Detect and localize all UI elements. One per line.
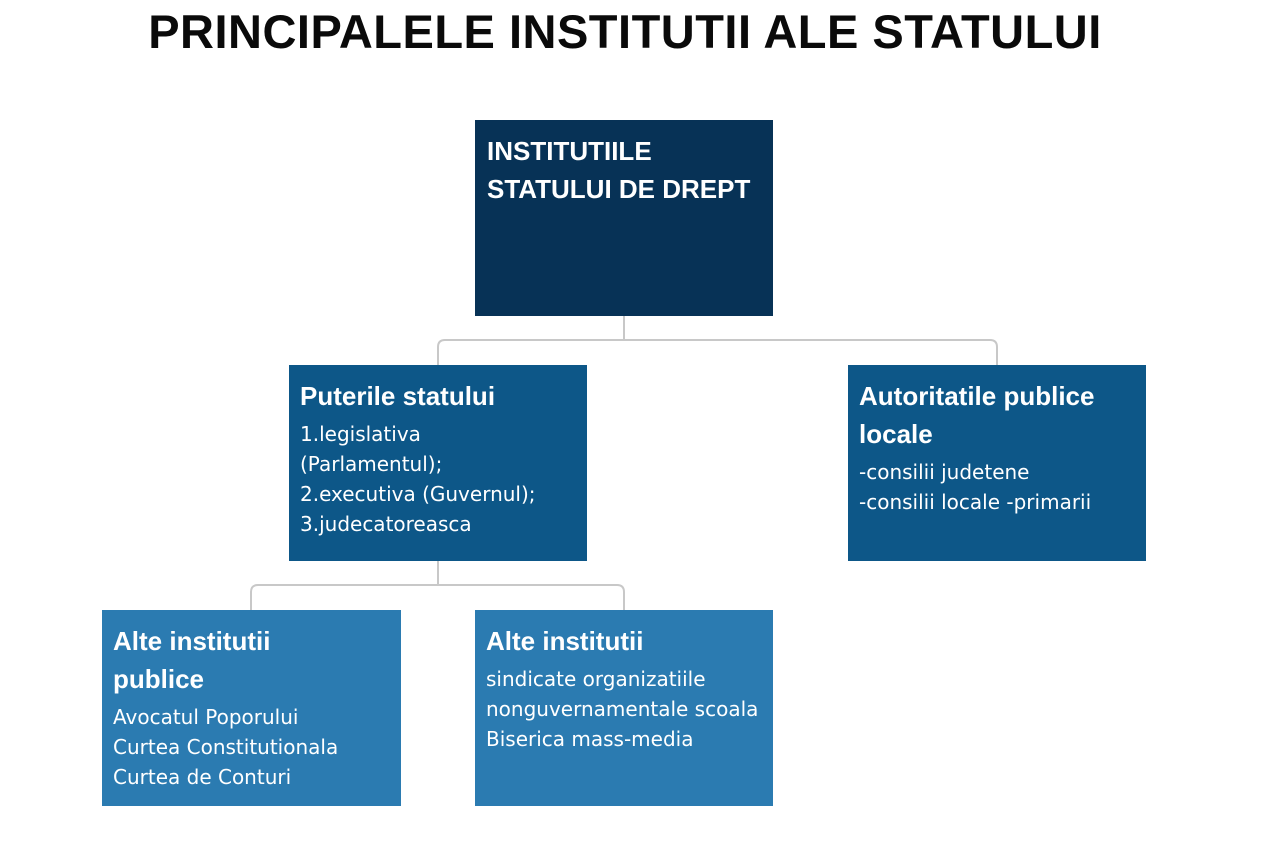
node-alte-publice-line: Curtea de Conturi [113, 765, 292, 789]
node-autoritati-title-line1: Autoritatile publice [859, 381, 1095, 411]
node-autoritati-line: -consilii locale -primarii [859, 490, 1092, 514]
node-puteri-line: 2.executiva (Guvernul); [300, 482, 536, 506]
node-puteri-title: Puterile statului [300, 381, 496, 411]
node-alte-publice-line: Avocatul Poporului [113, 705, 299, 729]
node-autoritatile-publice-locale [848, 365, 1146, 561]
node-alte-publice-line: Curtea Constitutionala [113, 735, 339, 759]
node-root-title-line2: STATULUI DE DREPT [487, 174, 751, 204]
node-puteri-line: 3.judecatoreasca [300, 512, 472, 536]
node-alte-title: Alte institutii [486, 626, 644, 656]
node-puteri-line: 1.legislativa [300, 422, 421, 446]
node-alte-text: sindicate organizatiile nonguvernamentale scoala Biserica mass-media [486, 667, 759, 751]
node-root-title-line1: INSTITUTIILE [487, 136, 652, 166]
node-institutiile-statului [475, 120, 773, 316]
node-alte-publice-title-line1: Alte institutii [113, 626, 271, 656]
connector-root-to-children [438, 316, 997, 365]
connector-puteri-to-children [251, 561, 624, 610]
node-alte-institutii [475, 610, 773, 806]
node-puteri-line: (Parlamentul); [300, 452, 443, 476]
node-autoritati-title-line2: locale [859, 419, 933, 449]
node-autoritati-line: -consilii judetene [859, 460, 1030, 484]
node-alte-publice-title-line2: publice [113, 664, 205, 694]
node-alte-institutii-publice [102, 610, 401, 806]
page-title: PRINCIPALELE INSTITUTII ALE STATULUI [148, 5, 1102, 58]
node-puterile-statului [289, 365, 587, 561]
